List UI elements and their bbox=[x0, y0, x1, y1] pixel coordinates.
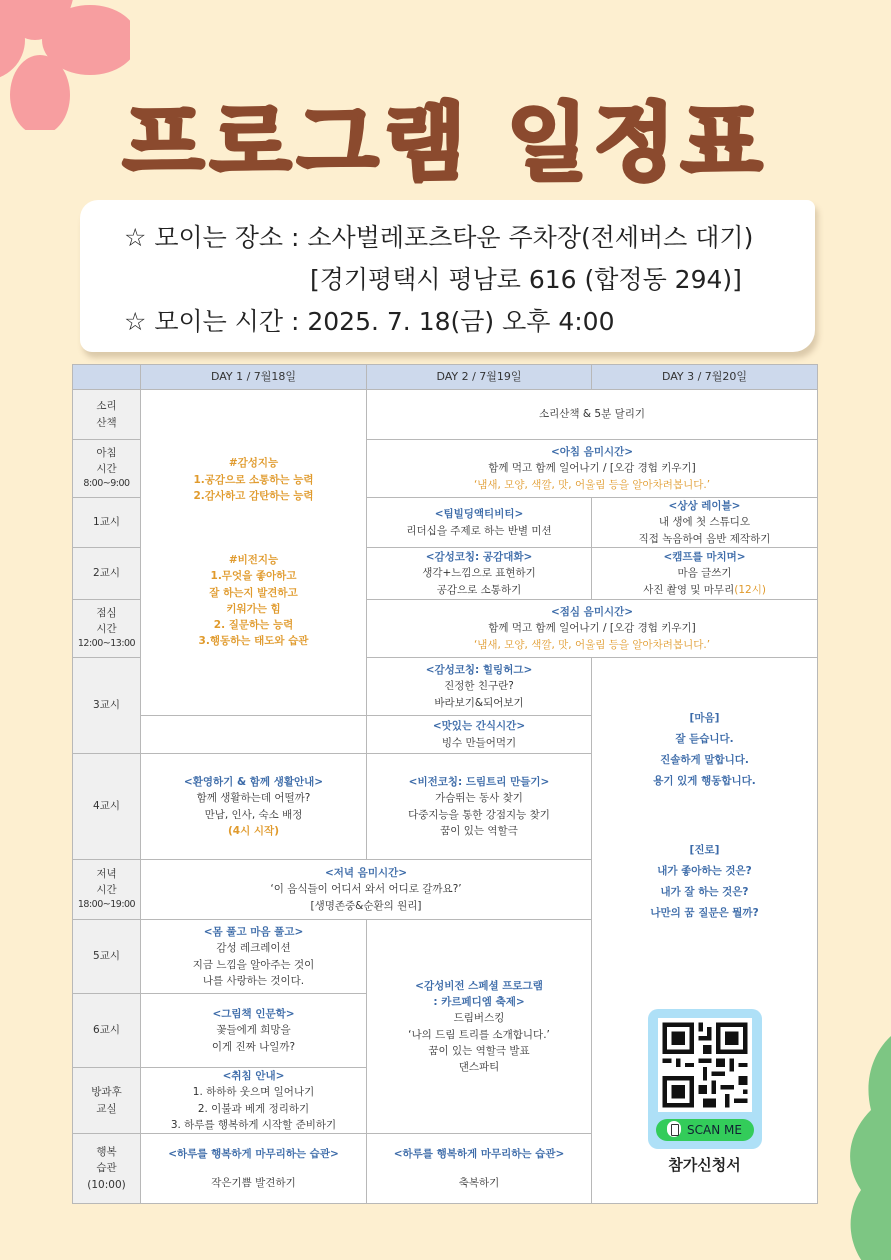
schedule-table bbox=[72, 364, 818, 1204]
qr-code-card[interactable] bbox=[648, 1009, 762, 1149]
page-title: 프로그램 일정표 bbox=[122, 94, 769, 192]
qr-block bbox=[596, 1009, 813, 1177]
day2-period3b-cell: <맛있는 간식시간> 빙수 만들어먹기 bbox=[367, 716, 592, 754]
scan-me-button[interactable]: SCAN ME bbox=[656, 1119, 754, 1141]
green-blob-decoration bbox=[841, 1020, 891, 1260]
day1-period6-cell: <그림책 인문학> 꽃들에게 희망을 이게 진짜 나일까? bbox=[141, 994, 367, 1068]
day3-period1-cell: <상상 레이블> 내 생에 첫 스튜디오 직접 녹음하여 음반 제작하기 bbox=[592, 498, 818, 548]
meeting-place: ☆ 모이는 장소 : 소사벌레포츠타운 주차장(전세버스 대기) bbox=[124, 223, 754, 252]
period-label: 5교시 bbox=[73, 920, 141, 994]
day2-period2-cell: <감성코칭: 공감대화> 생각+느낌으로 표현하기 공감으로 소통하기 bbox=[367, 548, 592, 600]
period-label: 저녁 시간 18:00~19:00 bbox=[73, 860, 141, 920]
day2-habit-cell: <하루를 행복하게 마무리하는 습관> 축복하기 bbox=[367, 1134, 592, 1204]
meeting-address: [경기평택시 평남로 616 (합정동 294)] bbox=[310, 265, 742, 294]
lunch-cell: <점심 음미시간> 함께 먹고 함께 일어나기 / [오감 경험 키우기] ‘냄새, 모양, 색깔, 맛, 어울림 등을 알아차려봅니다.’ bbox=[367, 600, 818, 658]
day3-merged-cell: [마음] 잘 듣습니다. 진솔하게 말합니다. 용기 있게 행동합니다. [진로] 내가 좋아하는 것은? 내가 잘 하는 것은? 나만의 꿈 질문은 뭘까? SCAN ME 참가신청서 bbox=[592, 658, 818, 1204]
period-label: 방과후 교실 bbox=[73, 1068, 141, 1134]
period-label: 1교시 bbox=[73, 498, 141, 548]
period-label: 3교시 bbox=[73, 658, 141, 754]
day1-habit-cell: <하루를 행복하게 마무리하는 습관> 작은기쁨 발견하기 bbox=[141, 1134, 367, 1204]
period-label: 점심 시간 12:00~13:00 bbox=[73, 600, 141, 658]
day2-period3a-cell: <감성코칭: 힐링허그> 진정한 친구란? 바라보기&되어보기 bbox=[367, 658, 592, 716]
day2-period4-cell: <비전코칭: 드림트리 만들기> 가슴뛰는 동사 찾기 다중지능을 통한 강점지능 찾기 꿈이 있는 역할극 bbox=[367, 754, 592, 860]
header-day1: DAY 1 / 7월18일 bbox=[141, 365, 367, 390]
breakfast-cell: <아침 음미시간> 함께 먹고 함께 일어나기 / [오감 경험 키우기] ‘냄새, 모양, 색깔, 맛, 어울림 등을 알아차려봅니다.’ bbox=[367, 440, 818, 498]
meeting-time: ☆ 모이는 시간 : 2025. 7. 18(금) 오후 4:00 bbox=[124, 307, 615, 336]
day1-empty-cell bbox=[141, 716, 367, 754]
qr-code-icon[interactable] bbox=[658, 1018, 752, 1112]
day3-period2-cell: <캠프를 마치며> 마음 글쓰기 사진 촬영 및 마무리(12시) bbox=[592, 548, 818, 600]
header-corner bbox=[73, 365, 141, 390]
day2-special-cell: <감성비전 스페셜 프로그램 : 카르페디엠 축제> 드림버스킹 ‘나의 드림 트리를 소개합니다.’ 꿈이 있는 역할극 발표 댄스파티 bbox=[367, 920, 592, 1134]
meeting-info-card bbox=[80, 200, 815, 352]
header-day3: DAY 3 / 7월20일 bbox=[592, 365, 818, 390]
day1-period4-cell: <환영하기 & 함께 생활안내> 함께 생활하는데 어떨까? 만남, 인사, 숙소 배정 (4시 시작) bbox=[141, 754, 367, 860]
day1-afterschool-cell: <취침 안내> 1. 하하하 웃으며 일어나기 2. 이불과 베게 정리하기 3. 하루를 행복하게 시작할 준비하기 bbox=[141, 1068, 367, 1134]
day2-period1-cell: <팀빌딩액티비티> 리더십을 주제로 하는 반별 미션 bbox=[367, 498, 592, 548]
day1-intelligence-cell: #감성지능 1.공감으로 소통하는 능력 2.감사하고 감탄하는 능력 #비전지능 1.무엇을 좋아하고 잘 하는지 발견하고 키워가는 힘 2. 질문하는 능력 3.행동하는 태도와 습관 bbox=[141, 390, 367, 716]
period-label: 소리 산책 bbox=[73, 390, 141, 440]
period-label: 6교시 bbox=[73, 994, 141, 1068]
header-day2: DAY 2 / 7월19일 bbox=[367, 365, 592, 390]
period-label: 아침 시간 8:00~9:00 bbox=[73, 440, 141, 498]
period-label: 4교시 bbox=[73, 754, 141, 860]
table-header-row bbox=[73, 365, 818, 390]
table-row bbox=[73, 390, 818, 440]
day1-period5-cell: <몸 풀고 마음 풀고> 감성 레크레이션 지금 느낌을 알아주는 것이 나를 사랑하는 것이다. bbox=[141, 920, 367, 994]
period-label: 행복 습관 (10:00) bbox=[73, 1134, 141, 1204]
dinner-cell: <저녁 음미시간> ‘이 음식들이 어디서 와서 어디로 갈까요?’ [생명존중&순환의 원리] bbox=[141, 860, 592, 920]
phone-icon bbox=[667, 1121, 681, 1137]
period-label: 2교시 bbox=[73, 548, 141, 600]
qr-caption: 참가신청서 bbox=[668, 1156, 741, 1174]
sori-cell: 소리산책 & 5분 달리기 bbox=[367, 390, 818, 440]
